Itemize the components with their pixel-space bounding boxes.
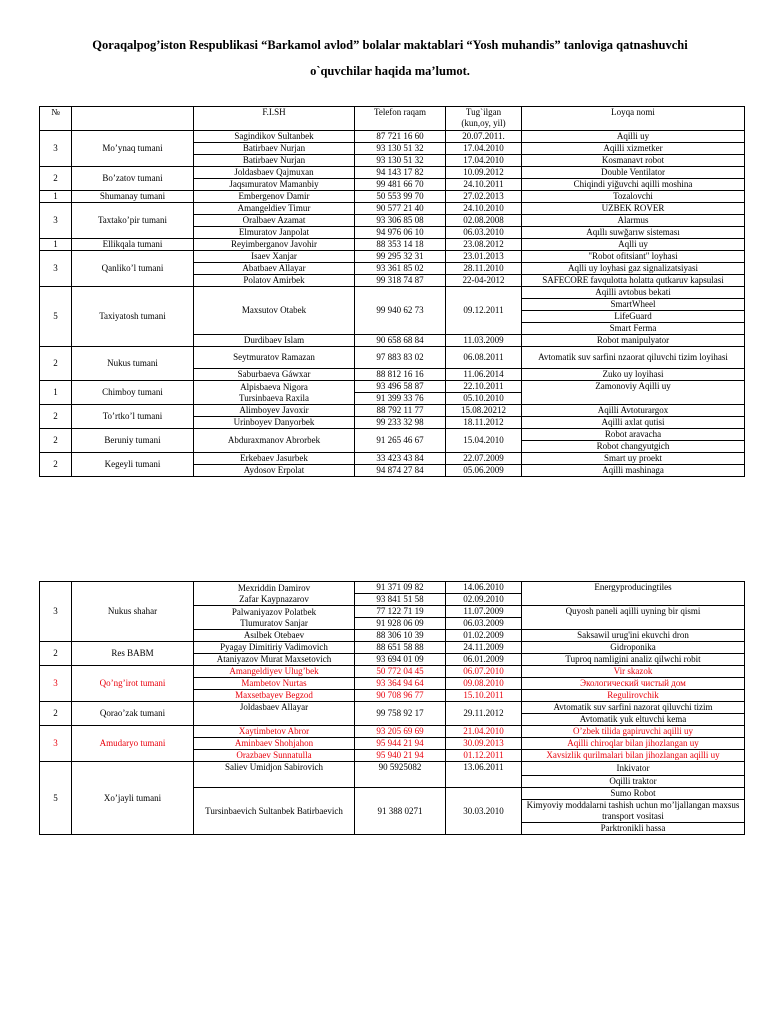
project-name: Aqilli mashinaga	[522, 465, 745, 477]
phone-number: 91 928 06 09	[355, 618, 446, 630]
project-name: Parktronikli hassa	[522, 823, 745, 835]
group-count: 5	[40, 762, 72, 835]
project-name: Aqlli uy	[522, 239, 745, 251]
table-row	[40, 726, 745, 738]
phone-number: 90 577 21 40	[355, 203, 446, 215]
phone-number: 99 758 92 17	[355, 702, 446, 726]
phone-number: 99 940 62 73	[355, 287, 446, 335]
project-name: Quyosh paneli aqilli uyning bir qismi	[522, 606, 745, 630]
table-header-row	[40, 107, 745, 131]
table-row	[40, 429, 745, 441]
participant-name: Maxsutov Otabek	[194, 287, 355, 335]
participant-name: Saburbaeva Gáwxar	[194, 369, 355, 381]
birth-date: 24.10.2010	[446, 203, 522, 215]
phone-number: 91 265 46 67	[355, 429, 446, 453]
birth-date: 27.02.2013	[446, 191, 522, 203]
group-count: 2	[40, 453, 72, 477]
project-name: Aqilli uy	[522, 131, 745, 143]
project-name: Aqilli xizmetker	[522, 143, 745, 155]
birth-date: 01.12.2011	[446, 750, 522, 762]
phone-number: 93 130 51 32	[355, 143, 446, 155]
table-row	[40, 251, 745, 263]
birth-date: 22.07.2009	[446, 453, 522, 465]
birth-date: 15.04.2010	[446, 429, 522, 453]
participant-name: Abduraxmanov Abrorbek	[194, 429, 355, 453]
group-count: 2	[40, 642, 72, 666]
participant-name: Jaqsımuratov Mamanbiy	[194, 179, 355, 191]
participant-name: Amangeldiev Timur	[194, 203, 355, 215]
birth-date: 30.03.2010	[446, 788, 522, 835]
participant-name: Tursinbaevich Sultanbek Batirbaevich	[194, 788, 355, 835]
project-name: Double Ventilator	[522, 167, 745, 179]
participant-name: Mexriddin Damirov Zafar Kaypnazarov	[194, 582, 355, 606]
participant-name: Joldasbaev Allayar	[194, 702, 355, 726]
region-name: Res BABM	[72, 642, 194, 666]
participant-name: Abatbaev Allayar	[194, 263, 355, 275]
participant-name: Xaytimbetov Abror	[194, 726, 355, 738]
phone-number: 33 423 43 84	[355, 453, 446, 465]
project-name: Avtomatik suv sarfini nazorat qiluvchi tizim	[522, 702, 745, 714]
phone-number: 88 792 11 77	[355, 405, 446, 417]
participant-name: Oralbaev Azamat	[194, 215, 355, 227]
participant-name: Erkebaev Jasurbek	[194, 453, 355, 465]
birth-date: 30.09.2013	[446, 738, 522, 750]
document-title-line2: o`quvchilar haqida ma’lumot.	[310, 64, 470, 78]
group-count: 1	[40, 239, 72, 251]
project-name: Inkivator	[522, 762, 745, 776]
birth-date: 18.11.2012	[446, 417, 522, 429]
region-name: Taxtako’pir tumani	[72, 203, 194, 239]
phone-number: 99 295 32 31	[355, 251, 446, 263]
project-name: UZBEK ROVER	[522, 203, 745, 215]
phone-number: 99 481 66 70	[355, 179, 446, 191]
phone-number: 94 976 06 10	[355, 227, 446, 239]
table-row	[40, 287, 745, 299]
project-name: "Robot ofitsiant" loyhasi	[522, 251, 745, 263]
project-name: Aqilli axlat qutisi	[522, 417, 745, 429]
birth-date: 05.10.2010	[446, 393, 522, 405]
project-name: Robot manipulyator	[522, 335, 745, 347]
project-name: Sumo Robot	[522, 788, 745, 800]
group-count: 2	[40, 429, 72, 453]
participant-name: Alimboyev Javoxir	[194, 405, 355, 417]
participant-name: Pyagay Dimitiriy Vadimovich	[194, 642, 355, 654]
table-row	[40, 762, 745, 776]
participant-name: Isaev Xanjar	[194, 251, 355, 263]
birth-date: 15.10.2011	[446, 690, 522, 702]
phone-number: 50 553 99 70	[355, 191, 446, 203]
project-name: Aqilli Avtoturargox	[522, 405, 745, 417]
participant-name: Elmuratov Janpolat	[194, 227, 355, 239]
phone-number: 95 944 21 94	[355, 738, 446, 750]
region-name: Nukus shahar	[72, 582, 194, 642]
group-count: 2	[40, 702, 72, 726]
participant-name: Durdibaev Islam	[194, 335, 355, 347]
region-name: To’rtko’l tumani	[72, 405, 194, 429]
phone-number: 91 399 33 76	[355, 393, 446, 405]
table-row	[40, 582, 745, 594]
project-name: Tuproq namligini analiz qilwchi robit	[522, 654, 745, 666]
group-count: 3	[40, 251, 72, 287]
project-name: Aqıllı suwğarıw sisteması	[522, 227, 745, 239]
birth-date: 23.01.2013	[446, 251, 522, 263]
static-block-t2	[40, 582, 745, 835]
birth-date: 24.11.2009	[446, 642, 522, 654]
project-name: Saksawil urug'ini ekuvchi dron	[522, 630, 745, 642]
col-header-phone: Telefon raqam	[355, 107, 446, 131]
phone-number: 97 883 83 02	[355, 347, 446, 369]
birth-date: 05.06.2009	[446, 465, 522, 477]
region-name: Qo’ng’irot tumani	[72, 666, 194, 702]
participant-name: Ataniyazov Murat Maxsetovich	[194, 654, 355, 666]
participant-name: Seytmuratov Ramazan	[194, 347, 355, 369]
project-name: Aqilli avtobus bekati	[522, 287, 745, 299]
document-title-line1: Qoraqalpog’iston Respublikasi “Barkamol avlod” bolalar maktablari “Yosh muhandis” tanloviga qatnashuvchi	[92, 38, 688, 52]
phone-number: 93 364 94 64	[355, 678, 446, 690]
phone-number: 91 371 09 82	[355, 582, 446, 594]
phone-number: 88 812 16 16	[355, 369, 446, 381]
project-name: Regulirovchik	[522, 690, 745, 702]
region-name: Beruniy tumani	[72, 429, 194, 453]
phone-number: 91 388 0271	[355, 788, 446, 835]
project-name: Avtomatik suv sarfini nzaorat qiluvchi tizim loyihasi	[522, 347, 745, 369]
project-name: Alarmus	[522, 215, 745, 227]
group-count: 3	[40, 131, 72, 167]
region-name: Nukus tumani	[72, 347, 194, 381]
project-name: Robot changyutgich	[522, 441, 745, 453]
project-name: LifeGuard	[522, 311, 745, 323]
col-header-project: Loyqa nomi	[522, 107, 745, 131]
birth-date: 29.11.2012	[446, 702, 522, 726]
participant-name: Reyimberganov Javohir	[194, 239, 355, 251]
birth-date: 24.10.2011	[446, 179, 522, 191]
group-count: 3	[40, 582, 72, 642]
participants-table-1	[39, 106, 745, 477]
birth-date: 09.08.2010	[446, 678, 522, 690]
project-name: Chiqindi yiğuvchi aqilli moshina	[522, 179, 745, 191]
region-name: Shumanay tumani	[72, 191, 194, 203]
birth-date: 06.08.2011	[446, 347, 522, 369]
birth-date: 06.03.2009	[446, 618, 522, 630]
participant-name: Sagindikov Sultanbek	[194, 131, 355, 143]
table-row	[40, 702, 745, 714]
table-row	[40, 191, 745, 203]
table-row	[40, 453, 745, 465]
region-name: Qanliko’l tumani	[72, 251, 194, 287]
participant-name: Aminbaev Shohjahon	[194, 738, 355, 750]
table-row	[40, 381, 745, 393]
table-row	[40, 642, 745, 654]
phone-number: 50 772 04 45	[355, 666, 446, 678]
project-name: Xavsizlik qurilmalari bilan jihozlangan aqilli uy	[522, 750, 745, 762]
birth-date: 22.10.2011	[446, 381, 522, 393]
phone-number: 93 841 51 58	[355, 594, 446, 606]
birth-date: 09.12.2011	[446, 287, 522, 335]
group-count: 1	[40, 381, 72, 405]
birth-date: 17.04.2010	[446, 143, 522, 155]
participant-name: Aydosov Erpolat	[194, 465, 355, 477]
project-name: Smart uy proekt	[522, 453, 745, 465]
region-name: Qorao’zak tumani	[72, 702, 194, 726]
col-header-region	[72, 107, 194, 131]
col-header-number: №	[40, 107, 72, 131]
project-name: Zuko uy loyihasi	[522, 369, 745, 381]
project-name: Robot aravacha	[522, 429, 745, 441]
col-header-name: F.I.SH	[194, 107, 355, 131]
participant-name: Orazbaev Sunnatulla	[194, 750, 355, 762]
phone-number: 99 318 74 87	[355, 275, 446, 287]
table-row	[40, 405, 745, 417]
birth-date: 15.08.20212	[446, 405, 522, 417]
participant-name: Amangeldiyev Ulug’bek	[194, 666, 355, 678]
birth-date: 11.06.2014	[446, 369, 522, 381]
phone-number: 87 721 16 60	[355, 131, 446, 143]
phone-number: 93 694 01 09	[355, 654, 446, 666]
project-name: Oqilli traktor	[522, 776, 745, 788]
phone-number: 77 122 71 19	[355, 606, 446, 618]
phone-number: 88 651 58 88	[355, 642, 446, 654]
group-count: 2	[40, 405, 72, 429]
birth-date: 06.01.2009	[446, 654, 522, 666]
project-name: Energyproducingtiles	[522, 582, 745, 606]
phone-number: 90 658 68 84	[355, 335, 446, 347]
participant-name: Batirbaev Nurjan	[194, 143, 355, 155]
region-name: Ellikqala tumani	[72, 239, 194, 251]
birth-date: 21.04.2010	[446, 726, 522, 738]
table-row	[40, 666, 745, 678]
participant-name: Alpisbaeva Nigora Tursinbaeva Raxila	[194, 381, 355, 405]
phone-number: 93 496 58 87	[355, 381, 446, 393]
region-name: Xo’jayli tumani	[72, 762, 194, 835]
birth-date: 14.06.2010	[446, 582, 522, 594]
project-name: SAFECORE favqulotta holatta qutkaruv kapsulasi	[522, 275, 745, 287]
group-count: 5	[40, 287, 72, 347]
birth-date: 13.06.2011	[446, 762, 522, 788]
region-name: Chimboy tumani	[72, 381, 194, 405]
participant-name: Asılbek Otebaev	[194, 630, 355, 642]
birth-date: 02.09.2010	[446, 594, 522, 606]
phone-number: 90 708 96 77	[355, 690, 446, 702]
group-count: 3	[40, 666, 72, 702]
region-name: Mo’ynaq tumani	[72, 131, 194, 167]
table-row	[40, 239, 745, 251]
birth-date: 22-04-2012	[446, 275, 522, 287]
project-name: SmartWheel	[522, 299, 745, 311]
phone-number: 93 306 85 08	[355, 215, 446, 227]
project-name: Smart Ferma	[522, 323, 745, 335]
participant-name: Polatov Amirbek	[194, 275, 355, 287]
project-name: Vir skazok	[522, 666, 745, 678]
birth-date: 28.11.2010	[446, 263, 522, 275]
region-name: Taxiyatosh tumani	[72, 287, 194, 347]
group-count: 3	[40, 203, 72, 239]
phone-number: 90 5925082	[355, 762, 446, 788]
participant-name: Palwaniyazov Polatbek Tlumuratov Sanjar	[194, 606, 355, 630]
birth-date: 01.02.2009	[446, 630, 522, 642]
birth-date: 10.09.2012	[446, 167, 522, 179]
project-name: Avtomatik yuk eltuvchi kema	[522, 714, 745, 726]
participant-name: Embergenov Damir	[194, 191, 355, 203]
group-count: 2	[40, 167, 72, 191]
project-name: Aqilli chiroqlar bilan jihozlangan uy	[522, 738, 745, 750]
group-count: 1	[40, 191, 72, 203]
phone-number: 94 874 27 84	[355, 465, 446, 477]
project-name: Aqlli uy loyhasi gaz signalizatsiyasi	[522, 263, 745, 275]
region-name: Bo’zatov tumani	[72, 167, 194, 191]
col-header-birthdate: Tug`ilgan (kun,oy, yil)	[446, 107, 522, 131]
birth-date: 06.03.2010	[446, 227, 522, 239]
group-count: 3	[40, 726, 72, 762]
project-name: Zamonoviy Aqilli uy	[522, 381, 745, 405]
participant-name: Saliev Umidjon Sabirovich	[194, 762, 355, 788]
participant-name: Urinboyev Danyorbek	[194, 417, 355, 429]
phone-number: 99 233 32 98	[355, 417, 446, 429]
phone-number: 93 130 51 32	[355, 155, 446, 167]
participant-name: Maxsetbayev Begzod	[194, 690, 355, 702]
region-name: Kegeyli tumani	[72, 453, 194, 477]
table-row	[40, 347, 745, 369]
participant-name: Mambetov Nurtas	[194, 678, 355, 690]
phone-number: 93 205 69 69	[355, 726, 446, 738]
birth-date: 11.07.2009	[446, 606, 522, 618]
group-count: 2	[40, 347, 72, 381]
birth-date: 23.08.2012	[446, 239, 522, 251]
phone-number: 88 306 10 39	[355, 630, 446, 642]
birth-date: 11.03.2009	[446, 335, 522, 347]
phone-number: 88 353 14 18	[355, 239, 446, 251]
birth-date: 02.08.2008	[446, 215, 522, 227]
participants-table-2	[39, 581, 745, 835]
participant-name: Batirbaev Nurjan	[194, 155, 355, 167]
birth-date: 06.07.2010	[446, 666, 522, 678]
table-row	[40, 167, 745, 179]
phone-number: 95 940 21 94	[355, 750, 446, 762]
phone-number: 94 143 17 82	[355, 167, 446, 179]
project-name: Tozalovchi	[522, 191, 745, 203]
birth-date: 17.04.2010	[446, 155, 522, 167]
table-row	[40, 131, 745, 143]
project-name: Kimyoviy moddalarni tashish uchun mo’ljallangan maxsus transport vositasi	[522, 800, 745, 823]
phone-number: 93 361 85 02	[355, 263, 446, 275]
participant-name: Joldasbaev Qajmuxan	[194, 167, 355, 179]
project-name: Gidroponika	[522, 642, 745, 654]
birth-date: 20.07.2011.	[446, 131, 522, 143]
project-name: Kosmanavt robot	[522, 155, 745, 167]
project-name: Экологический чистый дом	[522, 678, 745, 690]
region-name: Amudaryo tumani	[72, 726, 194, 762]
table-row	[40, 203, 745, 215]
project-name: O’zbek tilida gapiruvchi aqilli uy	[522, 726, 745, 738]
